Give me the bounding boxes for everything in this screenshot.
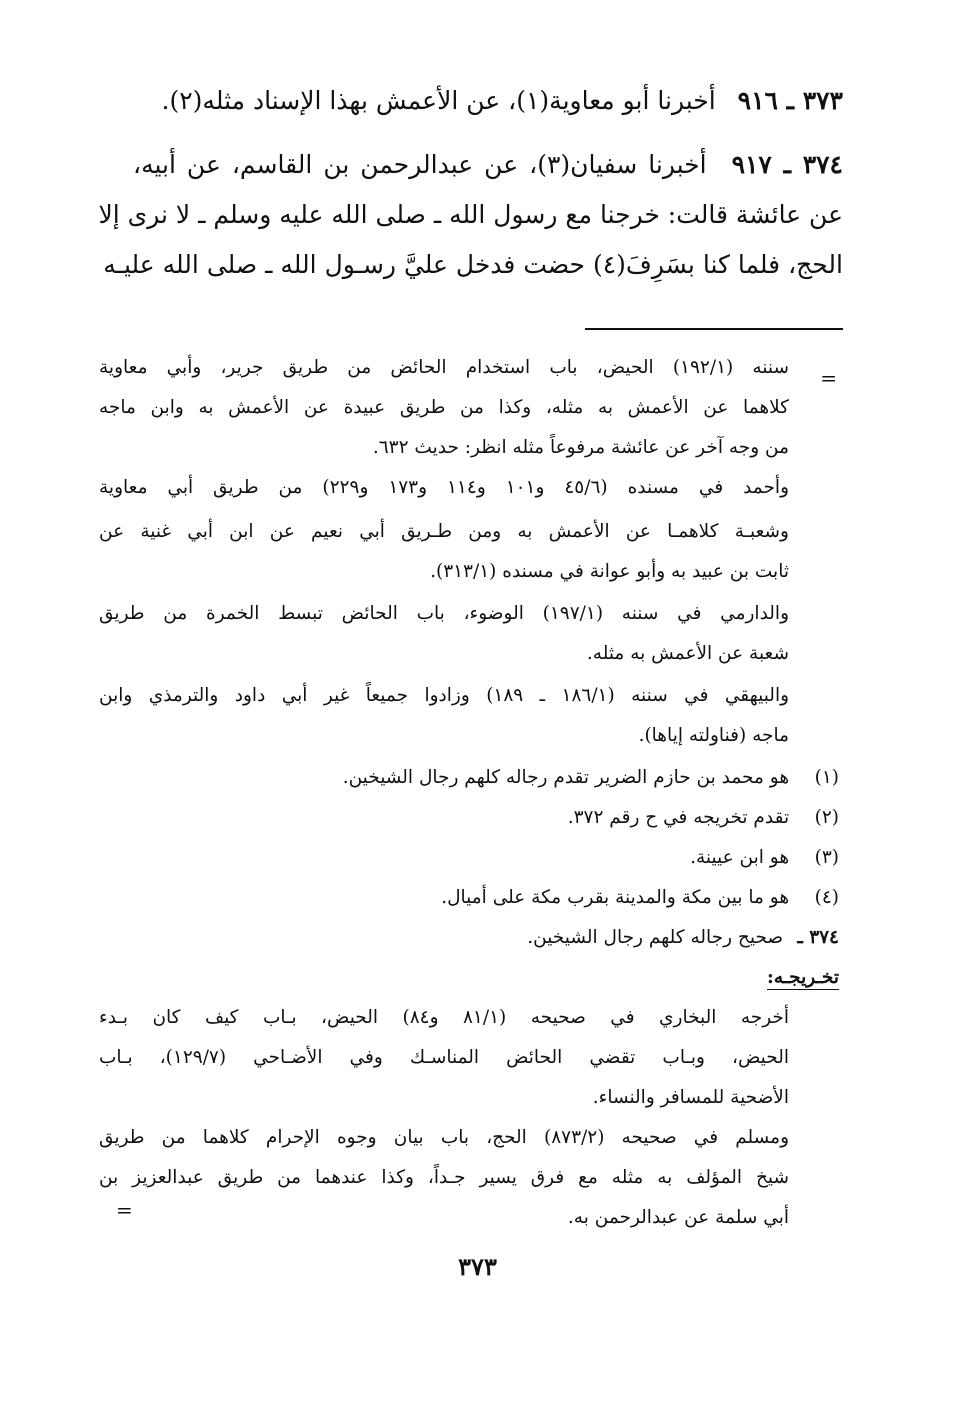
hadith-916-number: ٣٧٣ ـ ٩١٦ bbox=[737, 86, 843, 115]
footnote-separator bbox=[585, 328, 843, 330]
takhrij-line: شيخ المؤلف به مثله مع فرق يسير جـداً، وكذا عندهما من طريق عبدالعزيز بن bbox=[99, 1167, 789, 1188]
footnote-cont-line: كلاهما عن الأعمش به مثله، وكذا من طريق عبيدة عن الأعمش به وابن ماجه bbox=[99, 397, 789, 418]
footnote-marker: (٢) bbox=[814, 807, 839, 828]
footnote-cont-line: سننه (١٩٢/١) الحيض، باب استخدام الحائض من طريق جرير، وأبي معاوية bbox=[99, 357, 789, 378]
continuation-mark: = bbox=[820, 366, 837, 390]
footnote-cont-line: والبيهقي في سننه (١٨٦/١ ـ ١٨٩) وزادوا جميعاً غير أبي داود والترمذي وابن bbox=[99, 685, 790, 706]
footnote-3 bbox=[99, 838, 839, 878]
footnote-cont-line: وشعبـة كلاهمـا عن الأعمش به ومن طـريق أبي نعيم عن ابن أبي غنية عن bbox=[99, 521, 789, 542]
hadith-917-number: ٣٧٤ ـ ٩١٧ bbox=[731, 150, 843, 179]
footnote-cont-line: ماجه (فناولته إياها). bbox=[638, 725, 789, 746]
footnote-text: هو محمد بن حازم الضرير تقدم رجاله كلهم رجال الشيخين. bbox=[342, 767, 790, 788]
footnote-text: تقدم تخريجه في ح رقم ٣٧٢. bbox=[567, 807, 790, 828]
hadith-917-line-3: الحج، فلما كنا بسَرِفَ(٤) حضت فدخل عليَّ رسـول الله ـ صلى الله عليـه bbox=[103, 250, 843, 279]
hadith-916-text: أخبرنا أبو معاوية(١)، عن الأعمش بهذا الإسناد مثله(٢). bbox=[161, 86, 716, 115]
footnote-cont-line: من وجه آخر عن عائشة مرفوعاً مثله انظر: حديث ٦٣٢. bbox=[372, 437, 789, 458]
footnote-marker: (٣) bbox=[814, 847, 839, 868]
footnote-cont-line: والدارمي في سننه (١٩٧/١) الوضوء، باب الحائض تبسط الخمرة من طريق bbox=[99, 603, 789, 624]
footnote-4 bbox=[99, 878, 839, 918]
hadith-916-line bbox=[133, 76, 843, 126]
takhrij-line: الحيض، وبـاب تقضي الحائض المناسـك وفي الأضـاحي (١٢٩/٧)، بـاب bbox=[99, 1047, 789, 1068]
footnote-marker: (٤) bbox=[814, 887, 839, 908]
footnote-cont-line: شعبة عن الأعمش به مثله. bbox=[586, 643, 789, 664]
footnote-text: هو ابن عيينة. bbox=[690, 847, 790, 868]
footnote-cont-line: ثابت بن عبيد به وأبو عوانة في مسنده (٣١٣/١). bbox=[430, 561, 789, 582]
takhrij-heading-line bbox=[99, 958, 839, 998]
hadith-374-grading bbox=[99, 918, 839, 958]
takhrij-line: أخرجه البخاري في صحيحه (٨١/١ و٨٤) الحيض، بـاب كيف كان بـدء bbox=[99, 1007, 790, 1028]
takhrij-heading: تخـريجـه: bbox=[767, 967, 839, 988]
continuation-end-mark: = bbox=[116, 1198, 133, 1222]
hadith-917-line-1 bbox=[133, 140, 843, 190]
footnote-cont-line: وأحمد في مسنده (٤٥/٦ و١٠١ و١١٤ و١٧٣ و٢٢٩) من طريق أبي معاوية bbox=[99, 477, 789, 498]
hadith-374-marker: ٣٧٤ ـ bbox=[797, 927, 839, 948]
hadith-917-line-2: عن عائشة قالت: خرجنا مع رسول الله ـ صلى الله عليه وسلم ـ لا نرى إلا bbox=[98, 200, 843, 229]
footnote-text: هو ما بين مكة والمدينة بقرب مكة على أميال. bbox=[441, 887, 790, 908]
takhrij-line: الأضحية للمسافر والنساء. bbox=[592, 1087, 789, 1108]
footnote-2 bbox=[99, 798, 839, 838]
footnote-1 bbox=[99, 758, 839, 798]
page-number: ٣٧٣ bbox=[458, 1252, 497, 1281]
takhrij-line: أبي سلمة عن عبدالرحمن به. bbox=[567, 1207, 789, 1228]
hadith-917-text-1: أخبرنا سفيان(٣)، عن عبدالرحمن بن القاسم، عن أبيه، bbox=[133, 150, 707, 179]
takhrij-line: ومسلم في صحيحه (٨٧٣/٢) الحج، باب بيان وجوه الإحرام كلاهما من طريق bbox=[99, 1127, 789, 1148]
footnote-marker: (١) bbox=[814, 767, 839, 788]
hadith-374-grading-text: صحيح رجاله كلهم رجال الشيخين. bbox=[527, 927, 784, 948]
